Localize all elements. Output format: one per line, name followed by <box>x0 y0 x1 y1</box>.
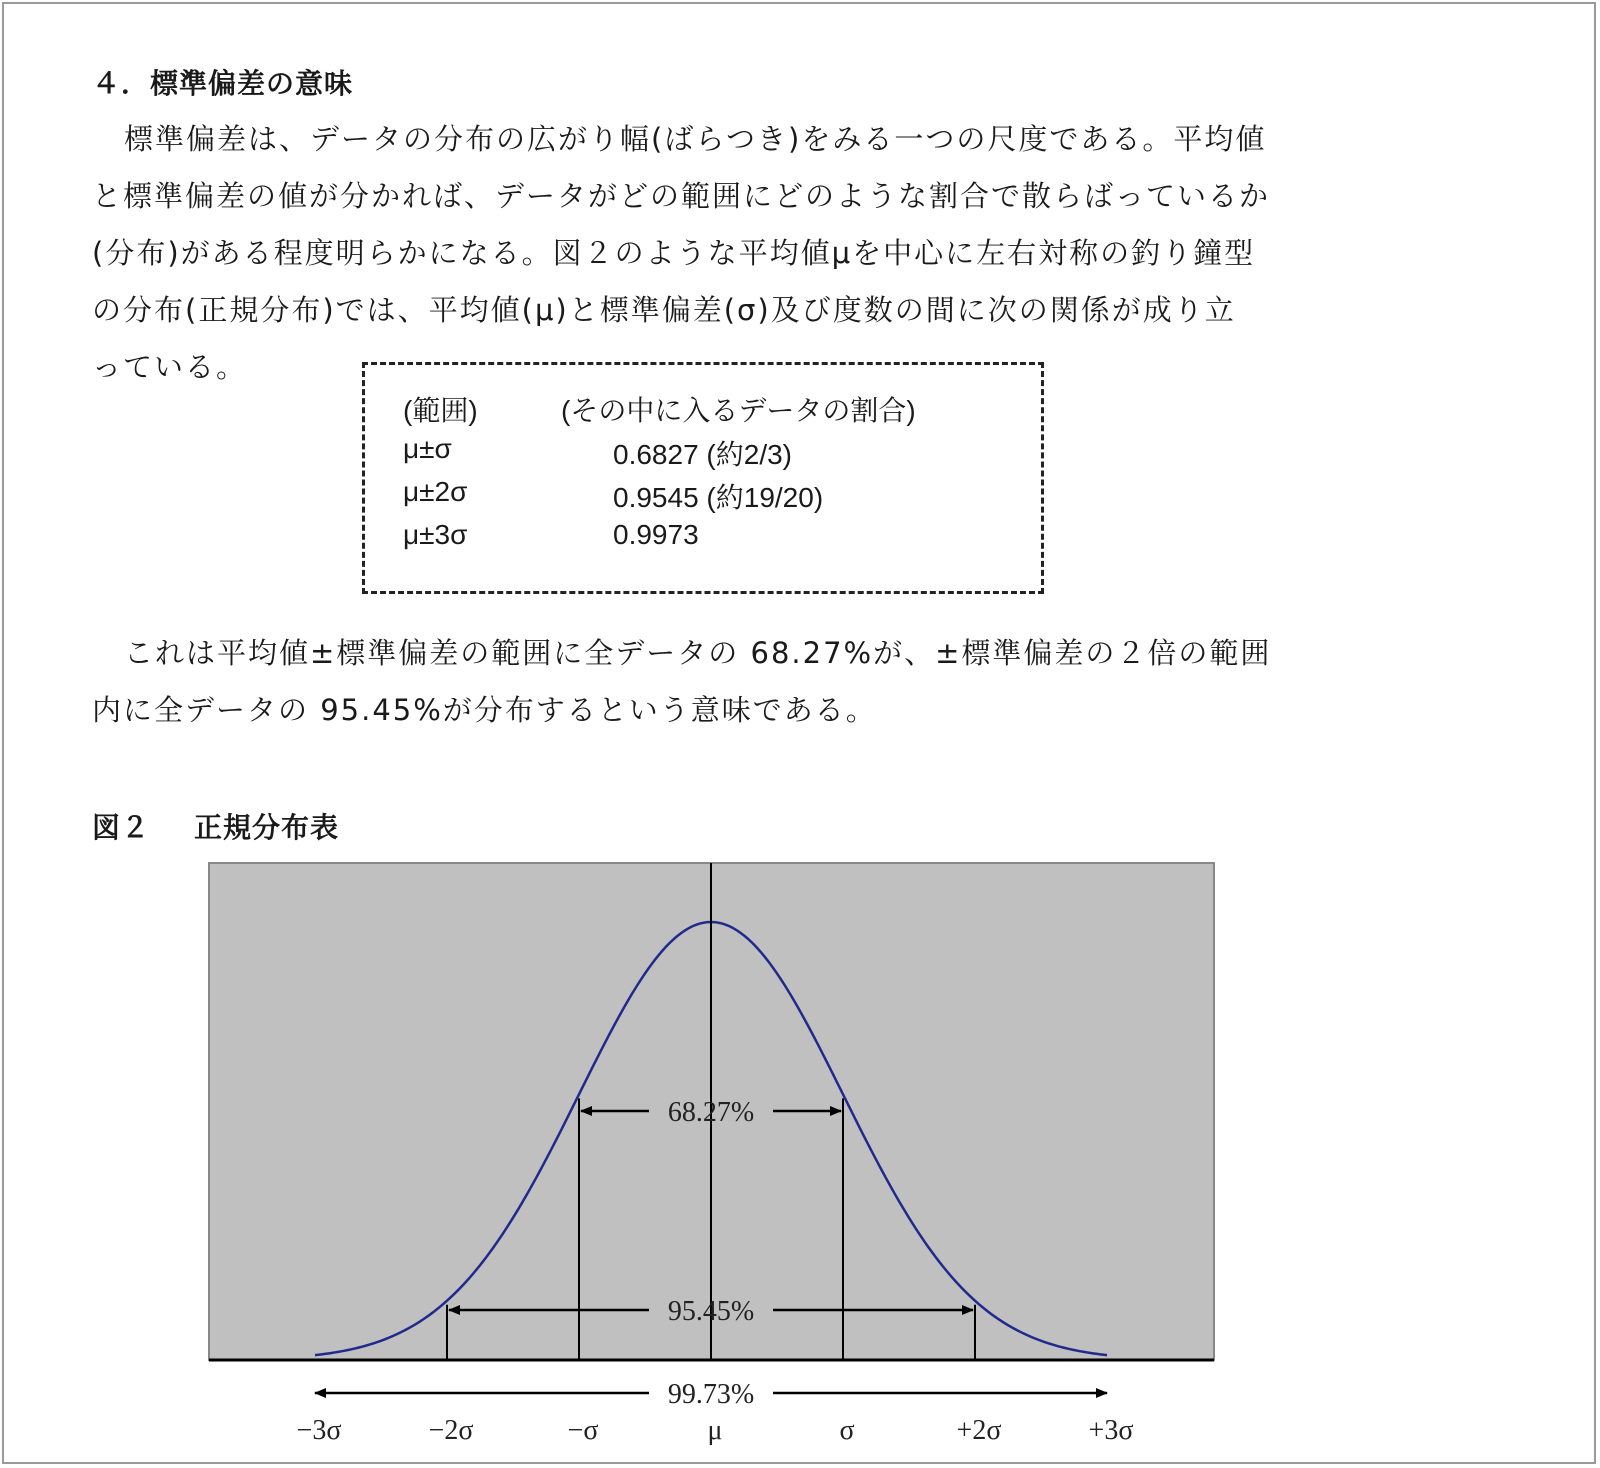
figure-title: 正規分布表 <box>194 811 340 844</box>
paragraph-line: と標準偏差の値が分かれば、データがどの範囲にどのような割合で散らばっているか <box>92 179 1271 213</box>
row-ratio: 0.9973 <box>613 519 699 550</box>
interval-label: 99.73% <box>667 1379 755 1410</box>
x-tick-label: +3σ <box>1088 1415 1134 1446</box>
header-range: (範囲) <box>403 395 478 426</box>
x-tick-label: μ <box>707 1415 723 1446</box>
paragraph-line: 標準偏差は、データの分布の広がり幅(ばらつき)をみる一つの尺度である。平均値 <box>124 122 1267 156</box>
x-tick-label: +2σ <box>956 1415 1002 1446</box>
row-range: μ±σ <box>403 433 452 464</box>
row-range: μ±3σ <box>403 519 468 550</box>
section-heading: ４．標準偏差の意味 <box>92 67 354 100</box>
paragraph-line: の分布(正規分布)では、平均値(μ)と標準偏差(σ)及び度数の間に次の関係が成り立 <box>92 293 1236 327</box>
paragraph-line: 内に全データの 95.45%が分布するという意味である。 <box>92 693 877 727</box>
row-ratio: 0.9545 (約19/20) <box>613 482 824 513</box>
figure-number: 図２ <box>92 811 151 844</box>
row-range: μ±2σ <box>403 476 468 507</box>
paragraph-line: (分布)がある程度明らかになる。図２のような平均値μを中心に左右対称の釣り鐘型 <box>92 236 1256 270</box>
row-ratio: 0.6827 (約2/3) <box>613 439 792 470</box>
header-ratio: (その中に入るデータの割合) <box>561 395 916 426</box>
interval-label: 68.27% <box>667 1097 755 1128</box>
x-tick-label: −σ <box>567 1415 599 1446</box>
x-tick-label: −3σ <box>296 1415 342 1446</box>
paragraph-line: これは平均値±標準偏差の範囲に全データの 68.27%が、±標準偏差の２倍の範囲 <box>124 636 1272 670</box>
x-tick-label: σ <box>839 1415 855 1446</box>
interval-label: 95.45% <box>667 1296 755 1327</box>
x-tick-label: −2σ <box>428 1415 474 1446</box>
paragraph-line: っている。 <box>92 350 248 384</box>
